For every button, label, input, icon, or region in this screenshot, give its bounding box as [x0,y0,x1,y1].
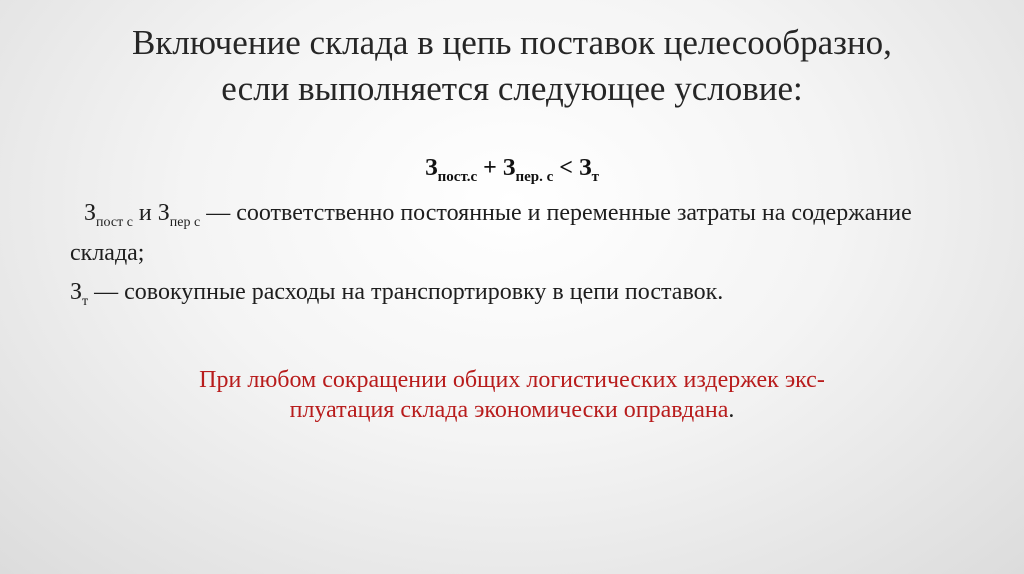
def2-z: З [70,279,83,305]
definition-costs [70,198,970,268]
def1-z-fixed-sub: пост с [96,214,133,230]
def1-and: и [132,200,158,226]
definition-transport [70,277,970,317]
def1-z-fixed: З [84,200,97,226]
slide-title [40,20,984,112]
formula-z-transport-sub: т [591,168,600,185]
note-end: . [728,397,735,423]
formula-z-transport: З [578,155,592,181]
formula-z-variable: З [502,155,516,181]
note-line-1: При любом сокращении общих логистических издержек экс- [199,367,825,393]
def2-text: — совокупные расходы на транспортировку в цепи поставок [88,279,718,305]
formula-less-than: < [553,155,579,181]
formula-plus: + [477,155,503,181]
def2-z-sub: т [82,293,89,309]
note-line-2 [80,395,944,425]
def1-z-variable: З [157,200,170,226]
note-line-2-text: плуатация склада экономически оправдана [289,397,729,423]
def1-text: — соответственно постоянные и переменные затраты на содержание склада; [70,200,912,266]
conclusion-note [80,365,944,425]
title-line-1: Включение склада в цепь поставок целесообразно, [132,23,892,62]
condition-formula [0,155,1024,186]
formula-z-fixed-sub: пост.с [437,168,478,185]
def1-z-variable-sub: пер с [169,214,201,230]
formula-z-fixed: З [424,155,438,181]
def2-end: . [717,279,724,305]
formula-z-variable-sub: пер. с [515,168,554,185]
title-line-2: если выполняется следующее условие: [221,69,803,108]
